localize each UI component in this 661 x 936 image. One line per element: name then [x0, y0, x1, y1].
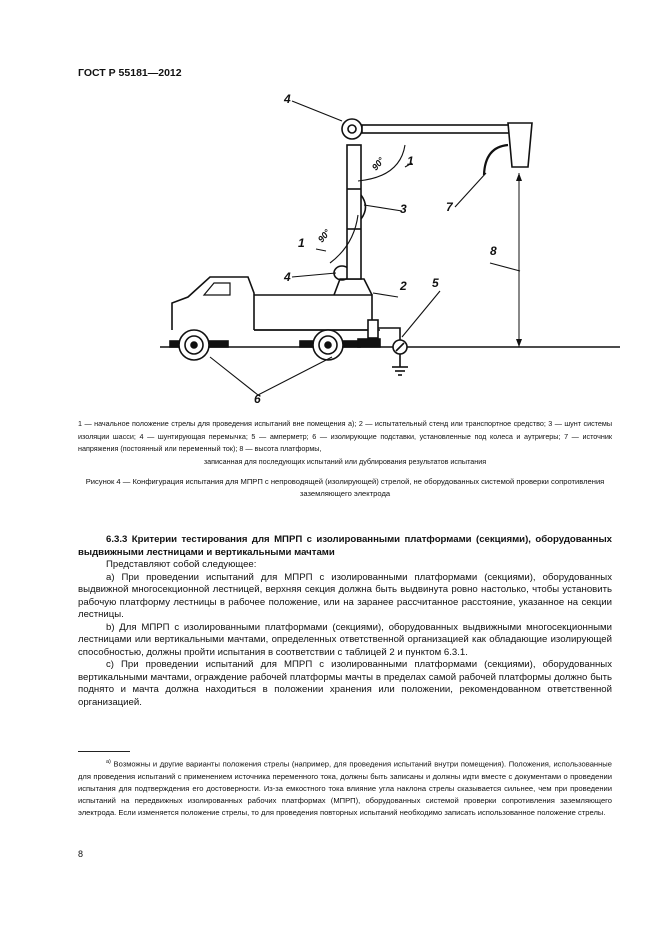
callout-4-top: 4 — [284, 92, 291, 106]
section-6-3-3 — [78, 534, 612, 709]
callout-8: 8 — [490, 244, 497, 258]
callout-7: 7 — [446, 200, 453, 214]
section-item-a: a) При проведении испытаний для МПРП с изолированными платформами (секциями), оборудованных выдвижной многосекционной лестницей, верхняя секция должна быть выдвинута ровно настолько, чтобы установить рабочую платформу лестницы в рабочее положение, или на заранее рассчитанное расстояние, указанное на секции лестницы. — [78, 571, 612, 620]
callout-1-bottom: 1 — [298, 236, 305, 250]
callout-1-top: 1 — [407, 154, 414, 168]
figure-legend-text-end: записанная для последующих испытаний или дублирования результатов испытания — [203, 456, 487, 466]
callout-2: 2 — [400, 279, 407, 293]
section-item-c: c) При проведении испытаний для МПРП с изолированными платформами (секциями), оборудованных вертикальными мачтами, ограждение рабочей платформы мачты в пределах самой рабочей платформы должно быть поднято и мачта должна находиться в положении хранения или положении, рекомендованном ответственной организацией. — [78, 659, 612, 708]
section-item-b: b) Для МПРП с изолированными платформами (секциями), оборудованных выдвижными многосекционными лестницами или вертикальными мачтами, определенных ответственной организацией как обладающие изолирующей способностью, должны пройти испытания в соответствии с таблицей 2 и пунктом 6.3.1. — [78, 621, 612, 658]
test-configuration-figure — [150, 85, 630, 405]
callout-4-bottom: 4 — [284, 270, 291, 284]
callout-3: 3 — [400, 202, 407, 216]
section-intro: Представляют собой следующее: — [106, 559, 257, 570]
footnote-divider — [78, 751, 130, 752]
callout-6: 6 — [254, 392, 261, 405]
section-heading: 6.3.3 Критерии тестирования для МПРП с изолированными платформами (секциями), оборудованных выдвижными лестницами и вертикальными мачтами — [78, 534, 612, 558]
footnote-marker: а) — [106, 759, 111, 765]
figure-title: Рисунок 4 — Конфигурация испытания для МПРП с непроводящей (изолирующей) стрелой, не оборудованных системой проверки сопротивления заземляющего электрода — [85, 477, 605, 498]
footnote — [78, 756, 612, 820]
angle-label-bottom: 90° — [315, 227, 333, 245]
figure-legend-text: 1 — начальное положение стрелы для проведения испытаний вне помещения а); 2 — испытательный стенд или транспортное средство; 3 — шунт системы изоляции шасси; 4 — шунтирующая перемычка; 5 — амперметр; 6 — изолирующие подставки, установленные под колеса и аутригеры; 7 — источник напряжения (постоянный или переменный ток); 8 — высота платформы, — [78, 419, 612, 453]
callout-5: 5 — [432, 276, 439, 290]
document-header: ГОСТ Р 55181—2012 — [78, 67, 182, 79]
footnote-text: Возможны и другие варианты положения стрелы (например, для проведения испытаний внутри помещения). Положения, использованные для проведения испытаний с применением источника переменного тока, должны быть записаны и должны идти вместе с документами о проведении испытания для подтверждения его достоверности. Из-за емкостного тока влияние угла наклона стрелы сказывается сильнее, чем при проведении испытаний на передвижных изолированных рабочих платформах (МПРП), оборудованных системой проверки сопротивления заземляющего электрода. Если изменяется положение стрелы, то для проведения повторных испытаний необходимо записать использованное положение стрелы. — [78, 759, 612, 818]
angle-label-top: 90° — [369, 155, 387, 173]
page-number: 8 — [78, 849, 84, 859]
figure-legend — [78, 418, 612, 468]
